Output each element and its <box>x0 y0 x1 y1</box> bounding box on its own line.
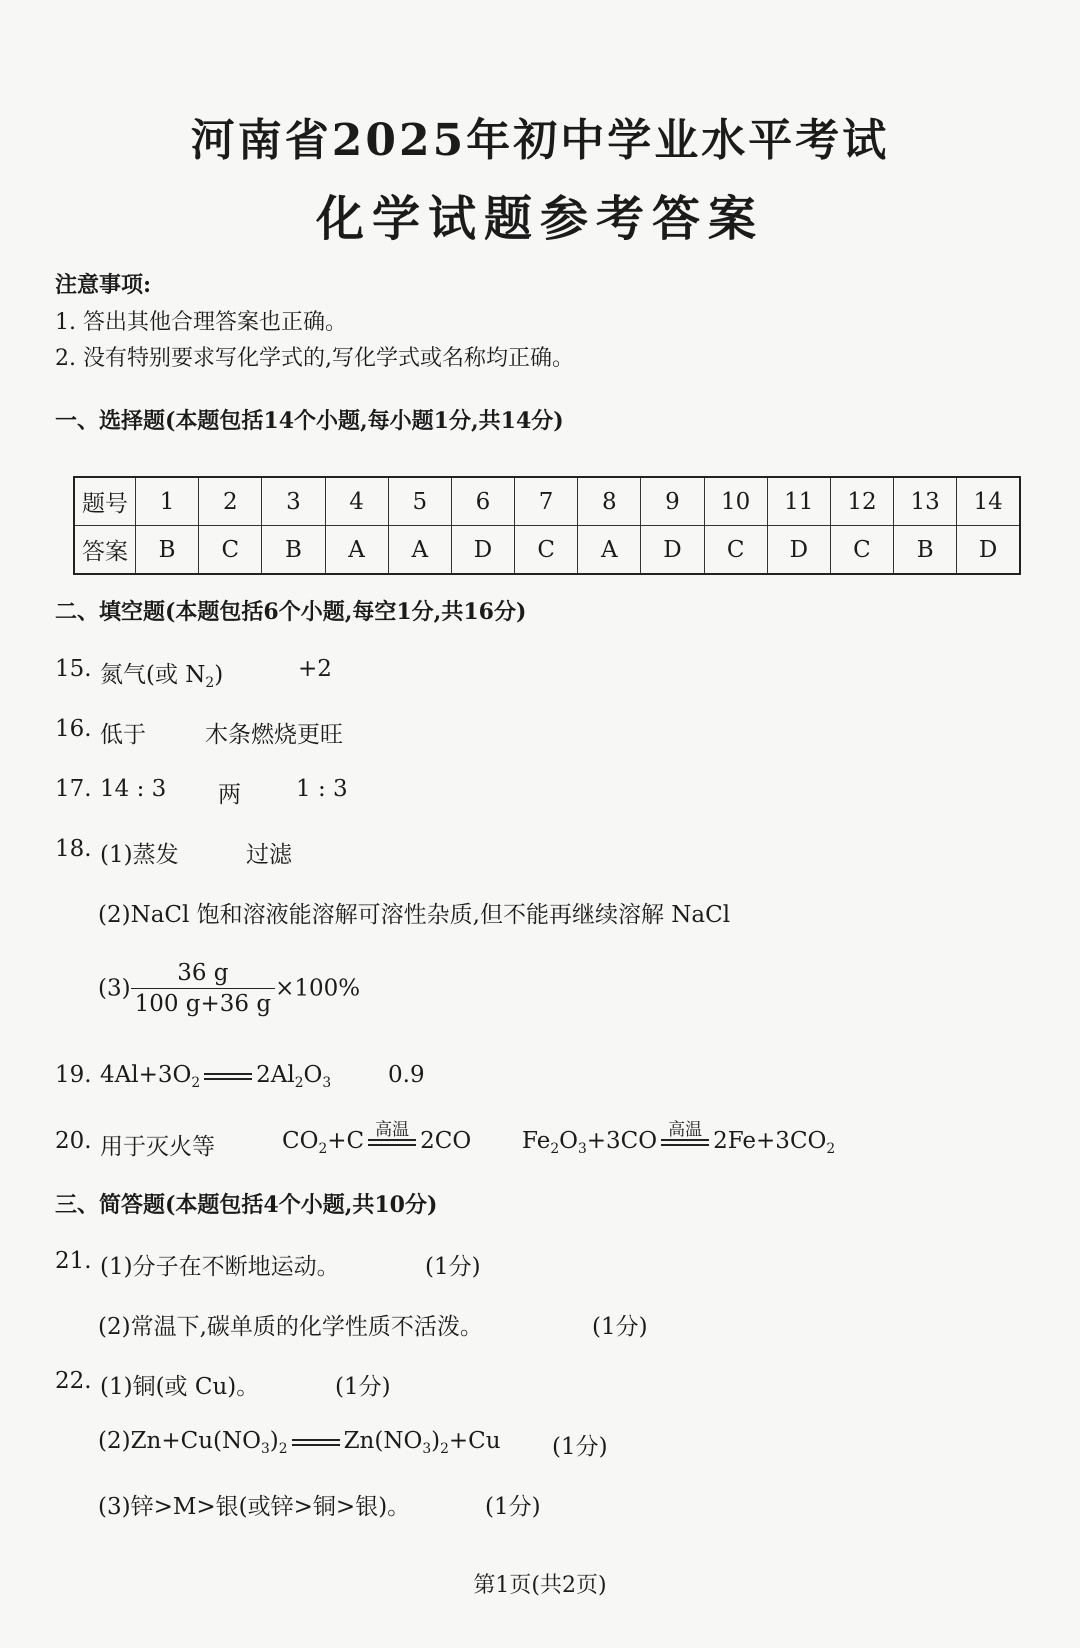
question-number: 3 <box>262 477 325 526</box>
answer-cell: B <box>262 526 325 575</box>
q18-part1b: 过滤 <box>246 842 292 868</box>
question-number: 1 <box>136 477 199 526</box>
q22-part3: (3)锌>M>银(或锌>铜>银)。 <box>98 1494 411 1520</box>
q15-answer-2: +2 <box>298 656 332 682</box>
q17-answer-3: 1 : 3 <box>296 776 348 802</box>
q22-number: 22. <box>55 1368 92 1394</box>
q21-number: 21. <box>55 1248 92 1274</box>
q21-part2: (2)常温下,碳单质的化学性质不活泼。 <box>98 1314 483 1340</box>
question-number: 11 <box>767 477 830 526</box>
q20-equation-2: $Fe_2O_3+3CO$ 高温 $2Fe+3CO_2$ <box>522 1119 836 1157</box>
answer-cell: D <box>767 526 830 575</box>
question-number: 6 <box>451 477 514 526</box>
q15-number: 15. <box>55 656 92 682</box>
row-label-answer: 答案 <box>74 526 136 575</box>
answer-table <box>73 476 1021 575</box>
q16-answer-1: 低于 <box>100 722 146 748</box>
equals-sign: 高温 <box>368 1139 416 1146</box>
equals-sign: 高温 <box>661 1139 709 1146</box>
section1-heading: 一、选择题(本题包括14个小题,每小题1分,共14分) <box>55 408 564 434</box>
q16-answer-2: 木条燃烧更旺 <box>205 722 343 748</box>
note-item-1: 1. 答出其他合理答案也正确。 <box>55 310 347 335</box>
q22-part3-score: (1分) <box>485 1494 541 1520</box>
q17-number: 17. <box>55 776 92 802</box>
q17-answer-1: 14 : 3 <box>100 776 167 802</box>
note-item-2: 2. 没有特别要求写化学式的,写化学式或名称均正确。 <box>55 346 574 371</box>
table-row-numbers <box>74 477 1020 526</box>
q20-equation-1: $CO_2+C$ 高温 2CO <box>282 1119 472 1157</box>
question-number: 13 <box>894 477 957 526</box>
q22-part2-score: (1分) <box>552 1434 608 1460</box>
answer-cell: D <box>957 526 1020 575</box>
q21-part1-score: (1分) <box>425 1254 481 1280</box>
q18-part3: (3) $\frac{36 g}{100 g+36 g}$ ×100% <box>98 960 361 1017</box>
q17-answer-2: 两 <box>218 782 241 808</box>
question-number: 12 <box>830 477 893 526</box>
answer-cell: C <box>830 526 893 575</box>
q22-part1-score: (1分) <box>335 1374 391 1400</box>
q19-number: 19. <box>55 1062 92 1088</box>
q16-number: 16. <box>55 716 92 742</box>
page-subtitle: 化学试题参考答案 <box>315 191 764 247</box>
answer-cell: C <box>199 526 262 575</box>
answer-cell: A <box>325 526 388 575</box>
page-number: 第1页(共2页) <box>473 1573 607 1598</box>
answer-cell: C <box>704 526 767 575</box>
q22-part2-equation: $(2)Zn+Cu(NO_3)_2$ $Zn(NO_3)_2+Cu$ <box>98 1428 501 1457</box>
question-number: 14 <box>957 477 1020 526</box>
notes-heading: 注意事项: <box>55 272 152 298</box>
answer-cell: B <box>136 526 199 575</box>
question-number: 8 <box>578 477 641 526</box>
answer-cell: D <box>641 526 704 575</box>
answer-cell: B <box>894 526 957 575</box>
answer-cell: A <box>388 526 451 575</box>
question-number: 2 <box>199 477 262 526</box>
q21-part1: (1)分子在不断地运动。 <box>100 1254 340 1280</box>
q19-answer-2: 0.9 <box>388 1062 425 1088</box>
question-number: 4 <box>325 477 388 526</box>
section3-heading: 三、简答题(本题包括4个小题,共10分) <box>55 1192 438 1218</box>
q22-part1: (1)铜(或 Cu)。 <box>100 1374 260 1400</box>
equals-sign <box>204 1073 252 1080</box>
page-title: 河南省2025年初中学业水平考试 <box>190 115 890 166</box>
table-row-answers <box>74 526 1020 575</box>
q18-part1: (1)蒸发 <box>100 842 179 868</box>
question-number: 7 <box>515 477 578 526</box>
section2-heading: 二、填空题(本题包括6个小题,每空1分,共16分) <box>55 599 527 625</box>
q19-equation: $4Al+3O_2$ $2Al_2O_3$ <box>100 1062 332 1091</box>
row-label-number: 题号 <box>74 477 136 526</box>
question-number: 10 <box>704 477 767 526</box>
q18-part2: (2)NaCl 饱和溶液能溶解可溶性杂质,但不能再继续溶解 NaCl <box>98 902 731 928</box>
question-number: 9 <box>641 477 704 526</box>
q18-number: 18. <box>55 836 92 862</box>
q21-part2-score: (1分) <box>592 1314 648 1340</box>
q15-answer-1: 氮气(或 $N_2$) <box>100 662 224 691</box>
answer-cell: A <box>578 526 641 575</box>
q20-answer-1: 用于灭火等 <box>100 1134 215 1160</box>
answer-cell: C <box>515 526 578 575</box>
answer-cell: D <box>451 526 514 575</box>
fraction: $\frac{36 g}{100 g+36 g}$ <box>131 960 276 1017</box>
equals-sign <box>292 1439 340 1446</box>
question-number: 5 <box>388 477 451 526</box>
q20-number: 20. <box>55 1128 92 1154</box>
